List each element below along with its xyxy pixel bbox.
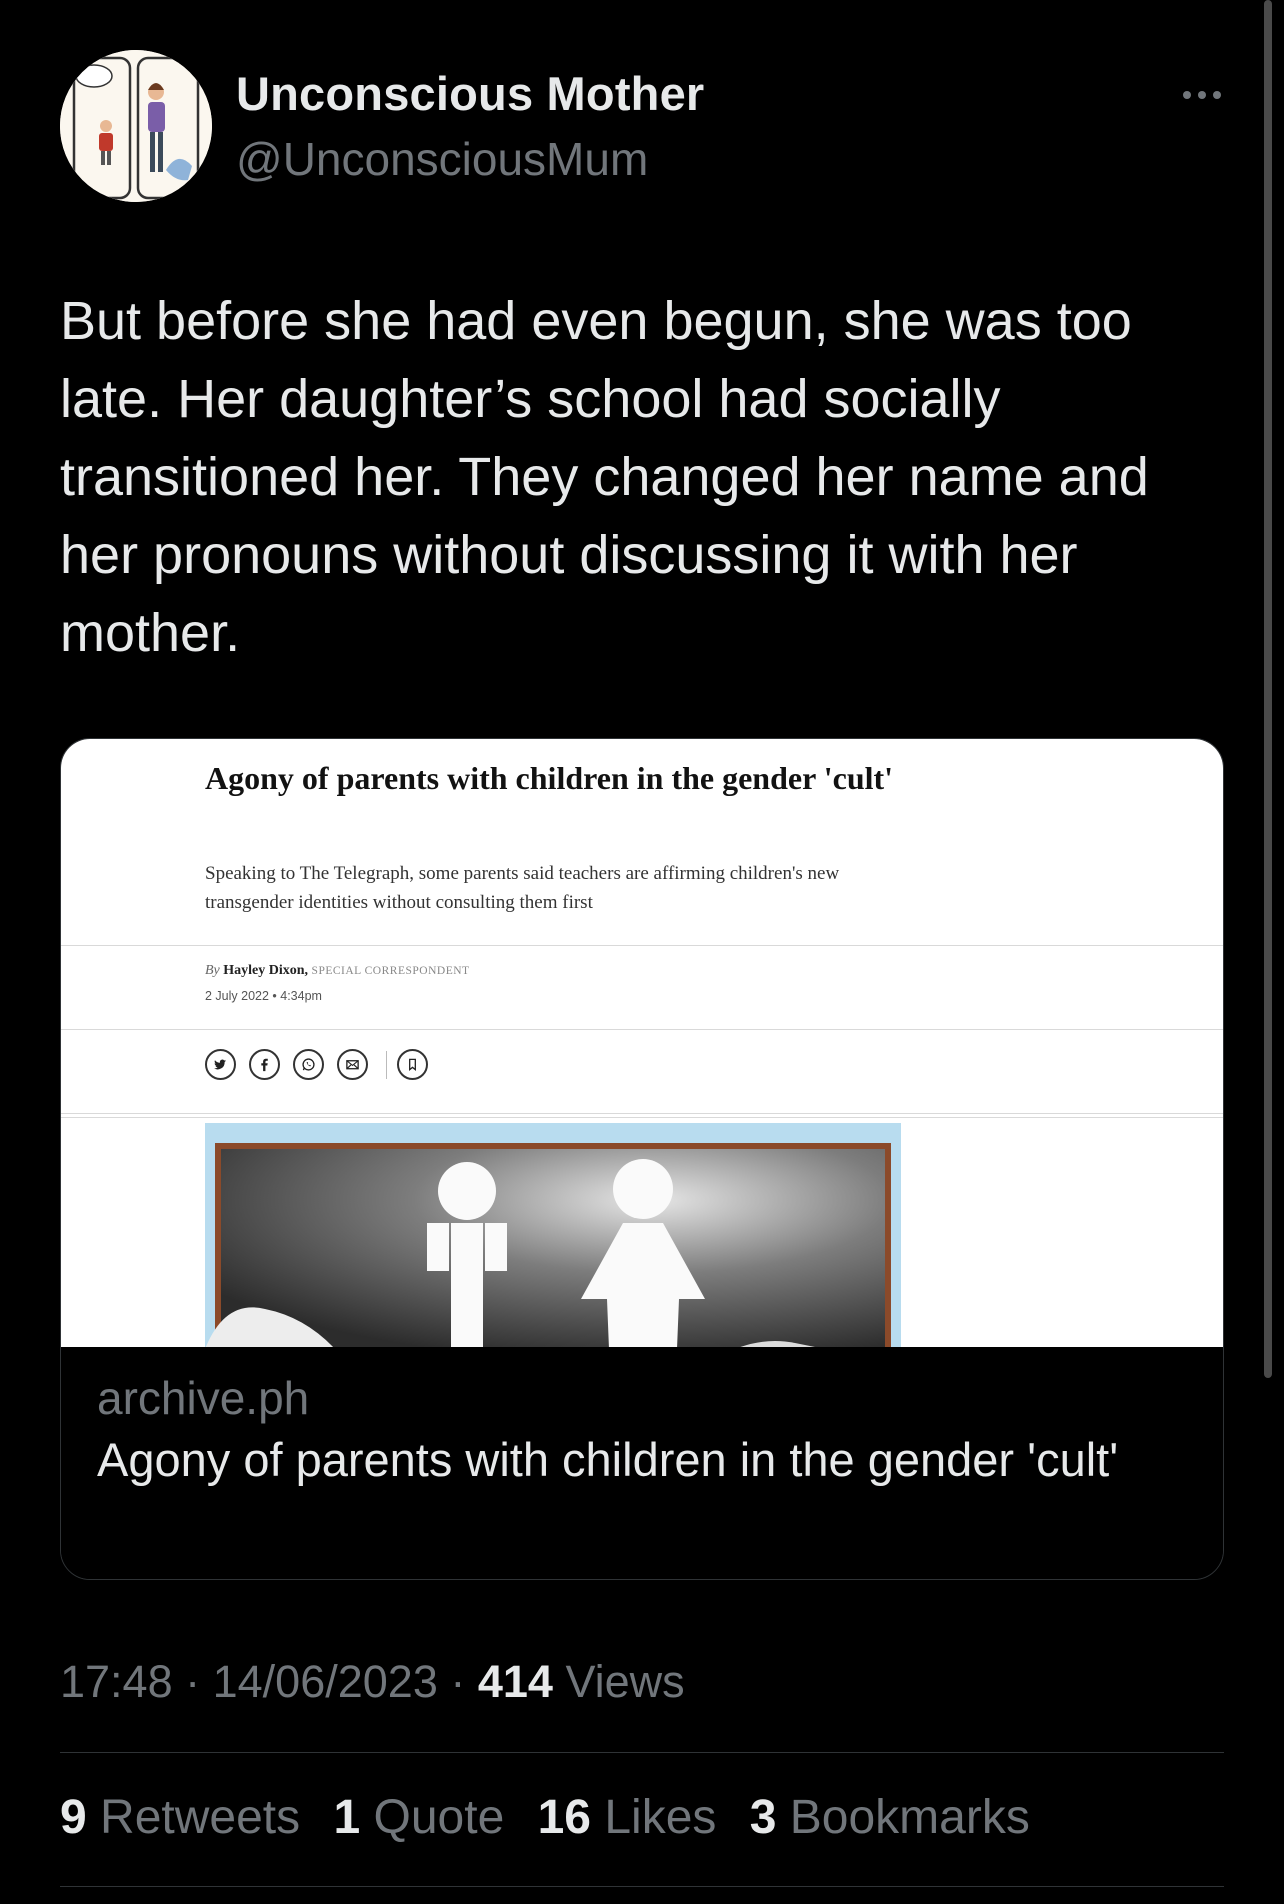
share-row [205,1049,465,1089]
link-card[interactable] [60,738,1224,1580]
tweet-header [60,50,1224,202]
link-title: Agony of parents with children in the gender 'cult' [97,1433,1119,1486]
bookmarks-count: 3 [749,1791,777,1844]
link-domain: archive.ph [97,1372,310,1424]
handle[interactable]: @UnconsciousMum [236,133,649,185]
divider [61,1113,1223,1114]
article-headline: Agony of parents with children in the gender 'cult' [205,760,894,796]
separator: · [172,1656,213,1707]
dot [1213,91,1221,99]
tweet-time[interactable]: 17:48 [60,1656,173,1707]
more-options-icon[interactable] [1172,80,1232,110]
facebook-icon [249,1049,280,1080]
twitter-icon [205,1049,236,1080]
byline-author: Hayley Dixon, [223,963,309,978]
email-icon [337,1049,368,1080]
byline-role: SPECIAL CORRESPONDENT [311,965,470,977]
tweet-meta [60,1656,685,1708]
likes-label: Likes [591,1791,717,1844]
quotes-count: 1 [333,1791,361,1844]
divider [61,1117,1223,1118]
divider [60,1886,1224,1887]
link-card-image[interactable] [61,739,1223,1347]
retweets-label: Retweets [86,1791,301,1844]
scrollbar[interactable] [1264,0,1272,1378]
article-byline [205,963,470,979]
bookmark-icon [397,1049,428,1080]
likes-stat[interactable] [538,1790,717,1845]
dot [1198,91,1206,99]
retweets-count: 9 [60,1791,87,1844]
divider [60,1752,1224,1753]
divider [61,1029,1223,1030]
byline-prefix: By [205,963,220,978]
article-date: 2 July 2022 • 4:34pm [205,989,322,1003]
likes-count: 16 [537,1791,591,1844]
whatsapp-icon [293,1049,324,1080]
dot [1183,91,1191,99]
separator: · [437,1656,478,1707]
retweets-stat[interactable] [60,1790,300,1845]
tweet-date[interactable]: 14/06/2023 [212,1656,438,1707]
views-count: 414 [477,1656,553,1707]
quotes-label: Quote [360,1791,505,1844]
quotes-stat[interactable] [333,1790,504,1845]
article-standfirst: Speaking to The Telegraph, some parents said teachers are affirming children's new transgender identities without consulting them first [205,863,840,913]
bookmarks-stat[interactable] [750,1790,1030,1845]
engagement-stats [60,1790,1050,1845]
tweet-text: But before she had even begun, she was too late. Her daughter’s school had socially transitioned her. They changed her name and her pronouns without discussing it with her mother. [60,291,1149,663]
avatar[interactable] [60,50,212,202]
article-photo [205,1123,901,1347]
link-card-meta[interactable] [61,1347,1223,1579]
divider [386,1051,387,1079]
display-name[interactable]: Unconscious Mother [236,67,705,120]
bookmarks-label: Bookmarks [776,1791,1030,1844]
divider [61,945,1223,946]
views-label: Views [552,1656,685,1707]
